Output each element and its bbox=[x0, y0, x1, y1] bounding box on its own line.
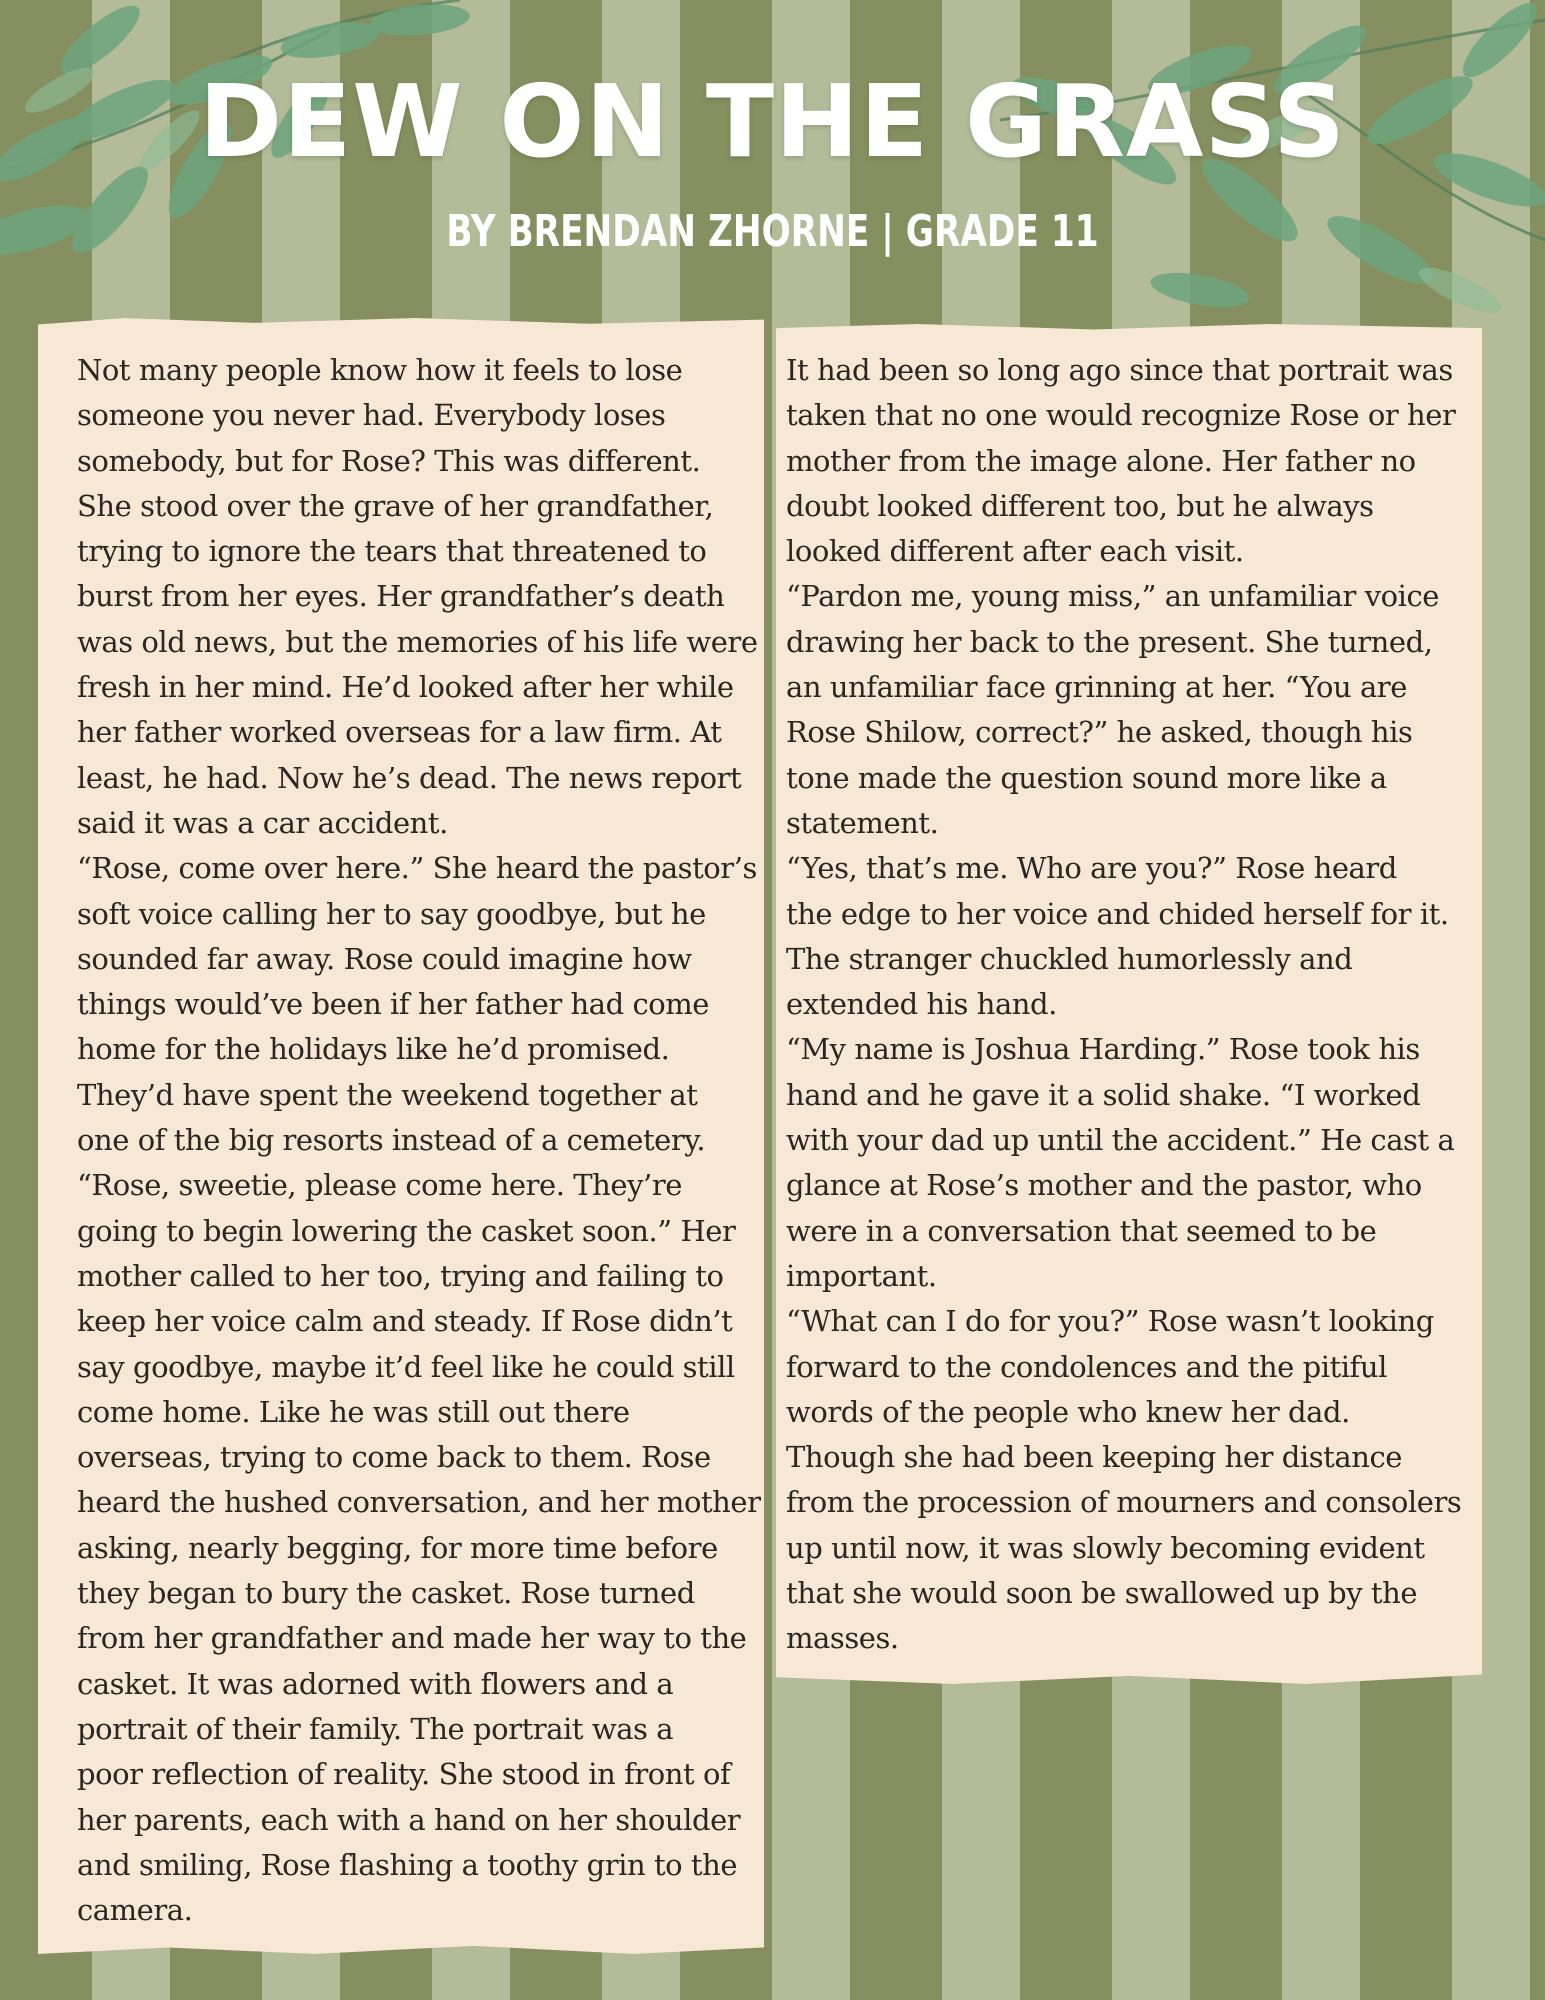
story-line: come home. Like he was still out there bbox=[77, 1394, 630, 1429]
story-line: drawing her back to the present. She turned, bbox=[786, 624, 1433, 659]
story-line: somebody, but for Rose? This was different. bbox=[77, 443, 701, 478]
story-line: portrait of their family. The portrait was a bbox=[77, 1711, 674, 1746]
story-line: She stood over the grave of her grandfather, bbox=[77, 488, 714, 523]
story-column-right bbox=[786, 348, 1486, 1662]
story-line: “Rose, sweetie, please come here. They’re bbox=[77, 1168, 682, 1203]
story-line: keep her voice calm and steady. If Rose didn’t bbox=[77, 1304, 733, 1339]
story-line: asking, nearly begging, for more time before bbox=[77, 1530, 718, 1565]
story-line: an unfamiliar face grinning at her. “You are bbox=[786, 670, 1407, 705]
story-line: words of the people who knew her dad. bbox=[786, 1394, 1350, 1429]
story-line: trying to ignore the tears that threatened to bbox=[77, 534, 707, 569]
story-line: It had been so long ago since that portrait was bbox=[786, 353, 1453, 387]
page-title: DEW ON THE GRASS bbox=[198, 63, 1346, 180]
story-line: her parents, each with a hand on her shoulder bbox=[77, 1802, 741, 1837]
story-line: statement. bbox=[786, 805, 939, 840]
story-line: was old news, but the memories of his life were bbox=[77, 624, 758, 659]
story-line: the edge to her voice and chided herself for it. bbox=[786, 896, 1449, 931]
story-line: least, he had. Now he’s dead. The news report bbox=[77, 760, 742, 795]
author-byline: BY BRENDAN ZHORNE | GRADE 11 bbox=[446, 206, 1099, 257]
story-line: camera. bbox=[77, 1893, 193, 1928]
story-line: “Rose, come over here.” She heard the pastor’s bbox=[77, 851, 757, 886]
story-line: looked different after each visit. bbox=[786, 534, 1244, 569]
story-line: important. bbox=[786, 1258, 937, 1293]
story-line: glance at Rose’s mother and the pastor, who bbox=[786, 1168, 1422, 1203]
story-line: from her grandfather and made her way to the bbox=[77, 1621, 747, 1656]
story-line: casket. It was adorned with flowers and a bbox=[77, 1666, 674, 1701]
story-column-left bbox=[77, 348, 767, 1933]
story-line: up until now, it was slowly becoming evident bbox=[786, 1530, 1425, 1565]
story-line: The stranger chuckled humorlessly and bbox=[786, 941, 1353, 976]
story-line: “Yes, that’s me. Who are you?” Rose heard bbox=[786, 851, 1397, 886]
story-line: say goodbye, maybe it’d feel like he could still bbox=[77, 1349, 735, 1384]
story-line: “Pardon me, young miss,” an unfamiliar voice bbox=[786, 579, 1439, 614]
story-line: soft voice calling her to say goodbye, but he bbox=[77, 896, 706, 931]
story-line: tone made the question sound more like a bbox=[786, 760, 1387, 795]
story-line: poor reflection of reality. She stood in front of bbox=[77, 1757, 731, 1792]
story-line: mother from the image alone. Her father no bbox=[786, 443, 1416, 478]
story-line: sounded far away. Rose could imagine how bbox=[77, 941, 692, 976]
story-line: hand and he gave it a solid shake. “I worked bbox=[786, 1077, 1421, 1112]
story-line: someone you never had. Everybody loses bbox=[77, 398, 666, 433]
story-line: “What can I do for you?” Rose wasn’t looking bbox=[786, 1304, 1434, 1339]
story-line: forward to the condolences and the pitiful bbox=[786, 1349, 1387, 1384]
story-line: from the procession of mourners and consolers bbox=[786, 1485, 1462, 1520]
story-line: with your dad up until the accident.” He cast a bbox=[786, 1123, 1455, 1158]
story-line: They’d have spent the weekend together at bbox=[77, 1077, 698, 1112]
story-line: that she would soon be swallowed up by the bbox=[786, 1576, 1418, 1611]
story-line: they began to bury the casket. Rose turned bbox=[77, 1576, 695, 1611]
story-line: home for the holidays like he’d promised. bbox=[77, 1032, 670, 1067]
story-line: and smiling, Rose flashing a toothy grin to the bbox=[77, 1847, 738, 1882]
story-line: Though she had been keeping her distance bbox=[786, 1440, 1402, 1475]
story-line: were in a conversation that seemed to be bbox=[786, 1213, 1377, 1248]
story-line: heard the hushed conversation, and her mother bbox=[77, 1485, 761, 1520]
story-line: fresh in her mind. He’d looked after her while bbox=[77, 670, 734, 705]
story-line: Rose Shilow, correct?” he asked, though his bbox=[786, 715, 1413, 750]
story-line: burst from her eyes. Her grandfather’s death bbox=[77, 579, 725, 614]
story-line: overseas, trying to come back to them. Rose bbox=[77, 1440, 711, 1475]
story-line: said it was a car accident. bbox=[77, 805, 448, 840]
story-line: one of the big resorts instead of a cemetery. bbox=[77, 1123, 706, 1158]
story-line: things would’ve been if her father had come bbox=[77, 987, 710, 1022]
story-line: Not many people know how it feels to lose bbox=[77, 353, 683, 387]
story-line: mother called to her too, trying and failing to bbox=[77, 1258, 724, 1293]
story-line: “My name is Joshua Harding.” Rose took his bbox=[786, 1032, 1420, 1067]
story-line: her father worked overseas for a law firm. At bbox=[77, 715, 722, 750]
story-line: going to begin lowering the casket soon.” Her bbox=[77, 1213, 736, 1248]
story-line: doubt looked different too, but he always bbox=[786, 488, 1374, 523]
story-line: extended his hand. bbox=[786, 987, 1057, 1022]
story-line: taken that no one would recognize Rose or her bbox=[786, 398, 1456, 433]
story-line: masses. bbox=[786, 1621, 899, 1656]
